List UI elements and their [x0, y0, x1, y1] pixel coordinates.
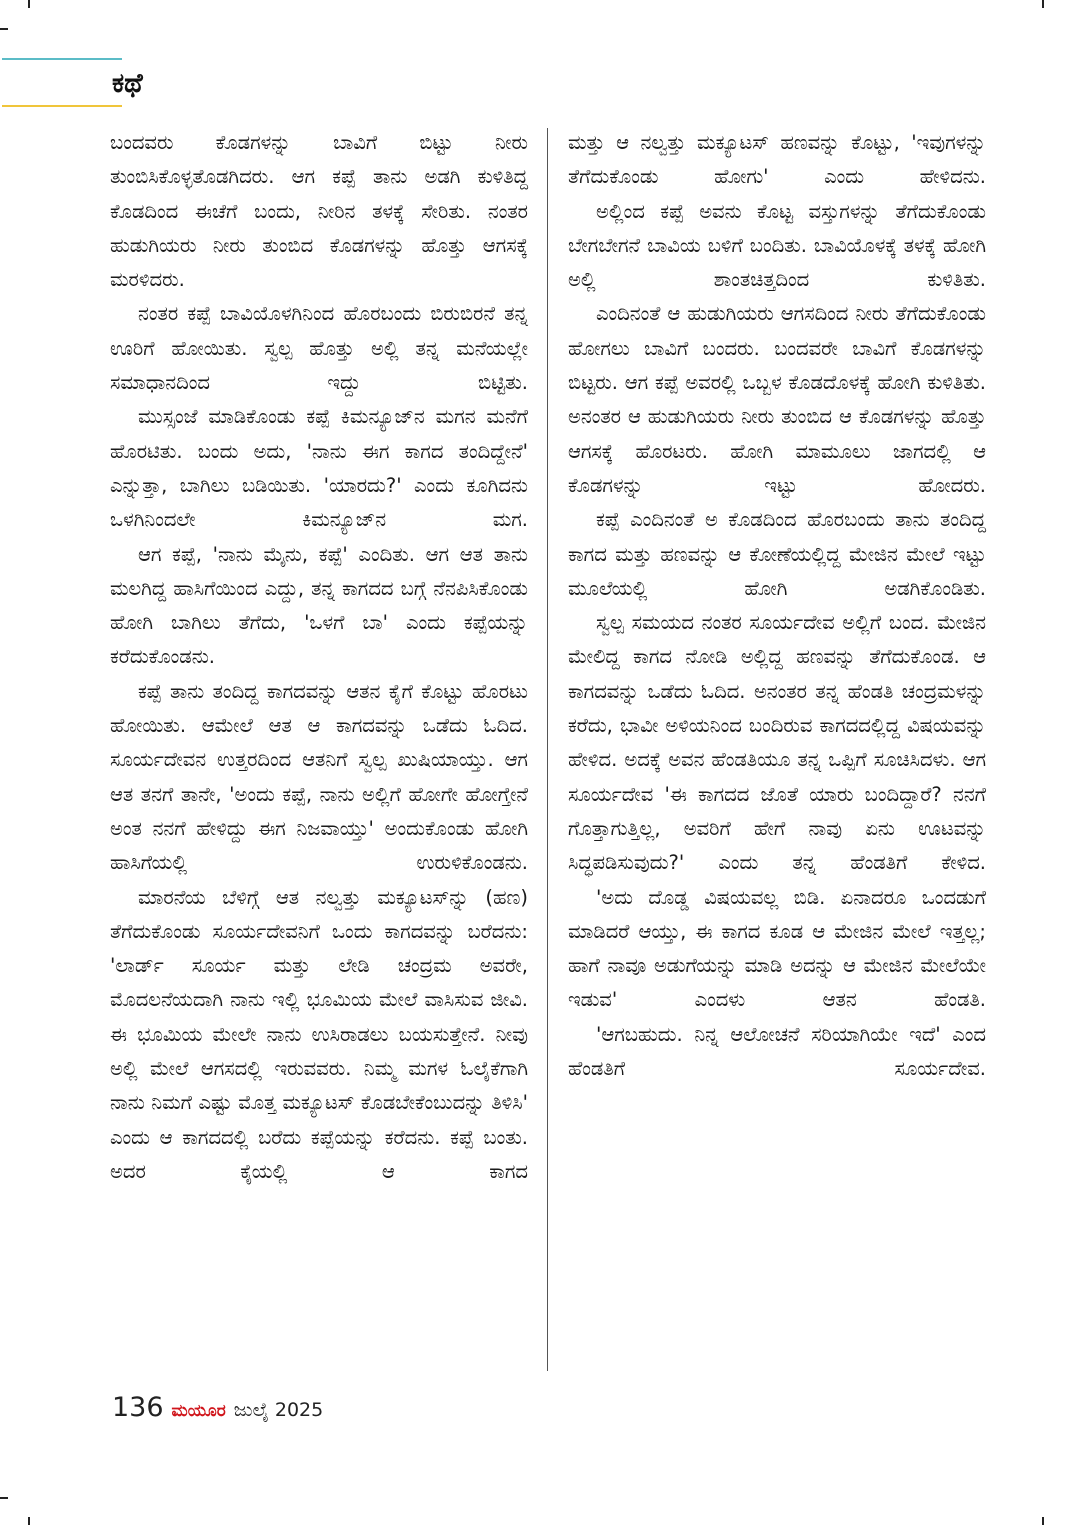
page-footer	[112, 1392, 323, 1426]
paragraph: ಮತ್ತು ಆ ನಲ್ವತ್ತು ಮಕ್ಯೂಟಸ್ ಹಣವನ್ನು ಕೊಟ್ಟು, 'ಇವುಗಳನ್ನು ತೆಗೆದುಕೊಂಡು ಹೋಗು' ಎಂದು ಹೇಳಿದನು.	[568, 131, 986, 189]
paragraph: ಕಪ್ಪೆ ತಾನು ತಂದಿದ್ದ ಕಾಗದವನ್ನು ಆತನ ಕೈಗೆ ಕೊಟ್ಟು ಹೊರಟು ಹೋಯಿತು. ಆಮೇಲೆ ಆತ ಆ ಕಾಗದವನ್ನು ಒಡೆದು ಓದಿದ. ಸೂರ್ಯದೇವನ ಉತ್ತರದಿಂದ ಆತನಿಗೆ ಸ್ವಲ್ಪ ಖುಷಿಯಾಯ್ತು. ಆಗ ಆತ ತನಗೆ ತಾನೇ, 'ಅಂದು ಕಪ್ಪೆ, ನಾನು ಅಲ್ಲಿಗೆ ಹೋಗೇ ಹೋಗ್ತೇನೆ ಅಂತ ನನಗೆ ಹೇಳಿದ್ದು ಈಗ ನಿಜವಾಯ್ತು' ಅಂದುಕೊಂಡು ಹೋಗಿ ಹಾಸಿಗೆಯಲ್ಲಿ ಉರುಳಿಕೊಂಡನು.	[110, 679, 528, 875]
section-title: ಕಥೆ	[112, 68, 143, 99]
paragraph: ಅಲ್ಲಿಂದ ಕಪ್ಪೆ ಅವನು ಕೊಟ್ಟ ವಸ್ತುಗಳನ್ನು ತೆಗೆದುಕೊಂಡು ಬೇಗಬೇಗನೆ ಬಾವಿಯ ಬಳಿಗೆ ಬಂದಿತು. ಬಾವಿಯೊಳಕ್ಕೆ ತಳಕ್ಕೆ ಹೋಗಿ ಅಲ್ಲಿ ಶಾಂತಚಿತ್ತದಿಂದ ಕುಳಿತಿತು.	[568, 199, 986, 292]
paragraph: ಎಂದಿನಂತೆ ಆ ಹುಡುಗಿಯರು ಆಗಸದಿಂದ ನೀರು ತೆಗೆದುಕೊಂಡು ಹೋಗಲು ಬಾವಿಗೆ ಬಂದರು. ಬಂದವರೇ ಬಾವಿಗೆ ಕೊಡಗಳನ್ನು ಬಿಟ್ಟರು. ಆಗ ಕಪ್ಪೆ ಅವರಲ್ಲಿ ಒಬ್ಬಳ ಕೊಡದೊಳಕ್ಕೆ ಹೋಗಿ ಕುಳಿತಿತು. ಅನಂತರ ಆ ಹುಡುಗಿಯರು ನೀರು ತುಂಬಿದ ಆ ಕೊಡಗಳನ್ನು ಹೊತ್ತು ಆಗಸಕ್ಕೆ ಹೊರಟರು. ಹೋಗಿ ಮಾಮೂಲು ಜಾಗದಲ್ಲಿ ಆ ಕೊಡಗಳನ್ನು ಇಟ್ಟು ಹೋದರು.	[568, 302, 986, 497]
paragraph: ಕಪ್ಪೆ ಎಂದಿನಂತೆ ಅ ಕೊಡದಿಂದ ಹೊರಬಂದು ತಾನು ತಂದಿದ್ದ ಕಾಗದ ಮತ್ತು ಹಣವನ್ನು ಆ ಕೋಣೆಯಲ್ಲಿದ್ದ ಮೇಜಿನ ಮೇಲೆ ಇಟ್ಟು ಮೂಲೆಯಲ್ಲಿ ಹೋಗಿ ಅಡಗಿಕೊಂಡಿತು.	[568, 508, 986, 600]
crop-mark-bottom-left	[28, 1517, 30, 1525]
paragraph: ಮಾರನೆಯ ಬೆಳಿಗ್ಗೆ ಆತ ನಲ್ವತ್ತು ಮಕ್ಯೂಟಸ್‌ನ್ನು (ಹಣ) ತೆಗೆದುಕೊಂಡು ಸೂರ್ಯದೇವನಿಗೆ ಒಂದು ಕಾಗದವನ್ನು ಬರೆದನು: 'ಲಾರ್ಡ್ ಸೂರ್ಯ ಮತ್ತು ಲೇಡಿ ಚಂದ್ರಮ ಅವರೇ, ಮೊದಲನೆಯದಾಗಿ ನಾನು ಇಲ್ಲಿ ಭೂಮಿಯ ಮೇಲೆ ವಾಸಿಸುವ ಜೀವಿ. ಈ ಭೂಮಿಯ ಮೇಲೇ ನಾನು ಉಸಿರಾಡಲು ಬಯಸುತ್ತೇನೆ. ನೀವು ಅಲ್ಲಿ ಮೇಲೆ ಆಗಸದಲ್ಲಿ ಇರುವವರು. ನಿಮ್ಮ ಮಗಳ ಓಲೈಕೆಗಾಗಿ ನಾನು ನಿಮಗೆ ಎಷ್ಟು ಮೊತ್ತ ಮಕ್ಯೂಟಸ್ ಕೊಡಬೇಕೆಂಬುದನ್ನು ತಿಳಿಸಿ' ಎಂದು ಆ ಕಾಗದದಲ್ಲಿ ಬರೆದು ಕಪ್ಪೆಯನ್ನು ಕರೆದನು. ಕಪ್ಪೆ ಬಂತು. ಅದರ ಕೈಯಲ್ಲಿ ಆ ಕಾಗದ	[110, 885, 528, 1183]
section-rule-bottom	[2, 105, 122, 107]
right-column	[568, 126, 986, 1086]
crop-mark-top-left	[28, 0, 30, 8]
crop-mark-left-bottom	[0, 1497, 8, 1499]
paragraph: ಆಗ ಕಪ್ಪೆ, 'ನಾನು ಮೈನು, ಕಪ್ಪೆ' ಎಂದಿತು. ಆಗ ಆತ ತಾನು ಮಲಗಿದ್ದ ಹಾಸಿಗೆಯಿಂದ ಎದ್ದು, ತನ್ನ ಕಾಗದದ ಬಗ್ಗೆ ನೆನಪಿಸಿಕೊಂಡು ಹೋಗಿ ಬಾಗಿಲು ತೆಗೆದು, 'ಒಳಗೆ ಬಾ' ಎಂದು ಕಪ್ಪೆಯನ್ನು ಕರೆದುಕೊಂಡನು.	[110, 542, 528, 669]
crop-mark-left-top	[0, 28, 8, 30]
paragraph: ಸ್ವಲ್ಪ ಸಮಯದ ನಂತರ ಸೂರ್ಯದೇವ ಅಲ್ಲಿಗೆ ಬಂದ. ಮೇಜಿನ ಮೇಲಿದ್ದ ಕಾಗದ ನೋಡಿ ಅಲ್ಲಿದ್ದ ಹಣವನ್ನು ತೆಗೆದುಕೊಂಡ. ಆ ಕಾಗದವನ್ನು ಒಡೆದು ಓದಿದ. ಅನಂತರ ತನ್ನ ಹೆಂಡತಿ ಚಂದ್ರಮಳನ್ನು ಕರೆದು, ಭಾವೀ ಅಳಿಯನಿಂದ ಬಂದಿರುವ ಕಾಗದದಲ್ಲಿದ್ದ ವಿಷಯವನ್ನು ಹೇಳಿದ. ಅದಕ್ಕೆ ಅವನ ಹೆಂಡತಿಯೂ ತನ್ನ ಒಪ್ಪಿಗೆ ಸೂಚಿಸಿದಳು. ಆಗ ಸೂರ್ಯದೇವ 'ಈ ಕಾಗದದ ಜೊತೆ ಯಾರು ಬಂದಿದ್ದಾರೆ? ನನಗೆ ಗೊತ್ತಾಗುತ್ತಿಲ್ಲ, ಅವರಿಗೆ ಹೇಗೆ ನಾವು ಏನು ಊಟವನ್ನು ಸಿದ್ಧಪಡಿಸುವುದು?' ಎಂದು ತನ್ನ ಹೆಂಡತಿಗೆ ಕೇಳಿದ.	[568, 611, 986, 875]
section-rule-top	[2, 58, 122, 60]
issue-date: ಜುಲೈ 2025	[233, 1399, 324, 1421]
crop-mark-top-right	[1042, 0, 1044, 8]
magazine-logo: ಮಯೂರ	[171, 1401, 226, 1421]
paragraph: ನಂತರ ಕಪ್ಪೆ ಬಾವಿಯೊಳಗಿನಿಂದ ಹೊರಬಂದು ಬಿರುಬಿರನೆ ತನ್ನ ಊರಿಗೆ ಹೋಯಿತು. ಸ್ವಲ್ಪ ಹೊತ್ತು ಅಲ್ಲಿ ತನ್ನ ಮನೆಯಲ್ಲೇ ಸಮಾಧಾನದಿಂದ ಇದ್ದು ಬಿಟ್ಟಿತು.	[110, 302, 528, 395]
paragraph: ಮುಸ್ಸಂಜೆ ಮಾಡಿಕೊಂಡು ಕಪ್ಪೆ ಕಿಮನ್ಯೂಜ್‌ನ ಮಗನ ಮನೆಗೆ ಹೊರಟಿತು. ಬಂದು ಅದು, 'ನಾನು ಈಗ ಕಾಗದ ತಂದಿದ್ದೇನೆ' ಎನ್ನುತ್ತಾ, ಬಾಗಿಲು ಬಡಿಯಿತು. 'ಯಾರದು?' ಎಂದು ಕೂಗಿದನು ಒಳಗಿನಿಂದಲೇ ಕಿಮನ್ಯೂಜ್‌ನ ಮಗ.	[110, 405, 528, 532]
paragraph: ಬಂದವರು ಕೊಡಗಳನ್ನು ಬಾವಿಗೆ ಬಿಟ್ಟು ನೀರು ತುಂಬಿಸಿಕೊಳ್ಳತೊಡಗಿದರು. ಆಗ ಕಪ್ಪೆ ತಾನು ಅಡಗಿ ಕುಳಿತಿದ್ದ ಕೊಡದಿಂದ ಈಚೆಗೆ ಬಂದು, ನೀರಿನ ತಳಕ್ಕೆ ಸೇರಿತು. ನಂತರ ಹುಡುಗಿಯರು ನೀರು ತುಂಬಿದ ಕೊಡಗಳನ್ನು ಹೊತ್ತು ಆಗಸಕ್ಕೆ ಮರಳಿದರು.	[110, 131, 528, 292]
paragraph: 'ಅದು ದೊಡ್ಡ ವಿಷಯವಲ್ಲ ಬಿಡಿ. ಏನಾದರೂ ಒಂದಡುಗೆ ಮಾಡಿದರೆ ಆಯ್ತು, ಈ ಕಾಗದ ಕೂಡ ಆ ಮೇಜಿನ ಮೇಲೆ ಇತ್ತಲ್ಲ; ಹಾಗೆ ನಾವೂ ಅಡುಗೆಯನ್ನು ಮಾಡಿ ಅದನ್ನು ಆ ಮೇಜಿನ ಮೇಲೆಯೇ ಇಡುವ' ಎಂದಳು ಆತನ ಹೆಂಡತಿ.	[568, 885, 986, 1012]
paragraph: 'ಆಗಬಹುದು. ನಿನ್ನ ಆಲೋಚನೆ ಸರಿಯಾಗಿಯೇ ಇದೆ' ಎಂದ ಹೆಂಡತಿಗೆ ಸೂರ್ಯದೇವ.	[568, 1022, 986, 1081]
left-column	[110, 126, 528, 1189]
column-divider	[547, 128, 548, 1371]
crop-mark-bottom-right	[1042, 1517, 1044, 1525]
page-number: 136	[112, 1392, 164, 1423]
